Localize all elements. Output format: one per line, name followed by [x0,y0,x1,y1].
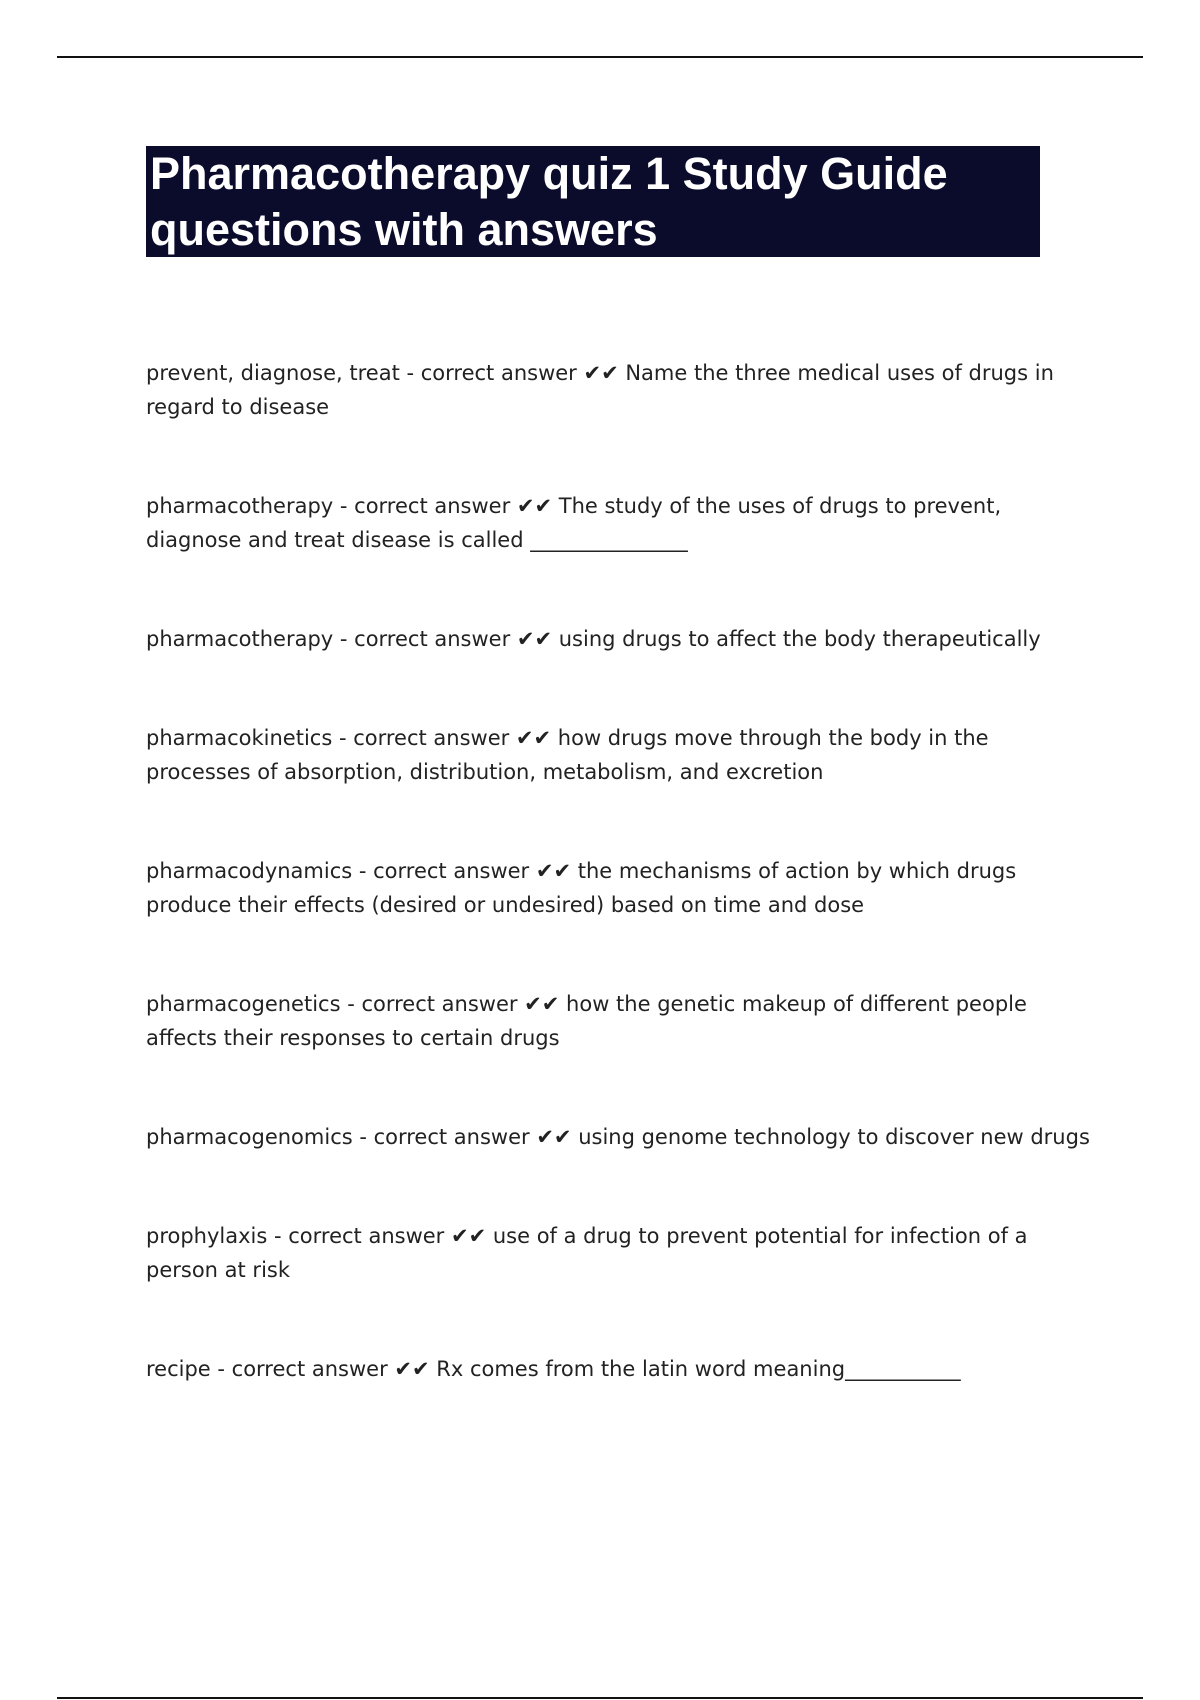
qa-item: recipe - correct answer ✔✔ Rx comes from the latin word meaning___________ [146,1357,961,1381]
qa-item: pharmacogenetics - correct answer ✔✔ how the genetic makeup of different people affects their responses to certain drugs [146,992,1027,1050]
qa-item: pharmacokinetics - correct answer ✔✔ how drugs move through the body in the processes of absorption, distribution, metabolism, and excretion [146,726,989,784]
qa-item: pharmacogenomics - correct answer ✔✔ using genome technology to discover new drugs [146,1125,1090,1149]
document-title: Pharmacotherapy quiz 1 Study Guide questions with answers [146,146,1040,257]
qa-item: pharmacotherapy - correct answer ✔✔ The study of the uses of drugs to prevent, diagnose and treat disease is called _______________ [146,494,1002,552]
qa-item: pharmacodynamics - correct answer ✔✔ the mechanisms of action by which drugs produce their effects (desired or undesired) based on time and dose [146,859,1017,917]
qa-item: pharmacotherapy - correct answer ✔✔ using drugs to affect the body therapeutically [146,627,1041,651]
footer-rule [57,1697,1143,1699]
qa-item: prophylaxis - correct answer ✔✔ use of a drug to prevent potential for infection of a person at risk [146,1224,1028,1282]
qa-item: prevent, diagnose, treat - correct answer ✔✔ Name the three medical uses of drugs in regard to disease [146,361,1054,419]
qa-list [146,356,1096,1451]
header-rule [57,56,1143,58]
